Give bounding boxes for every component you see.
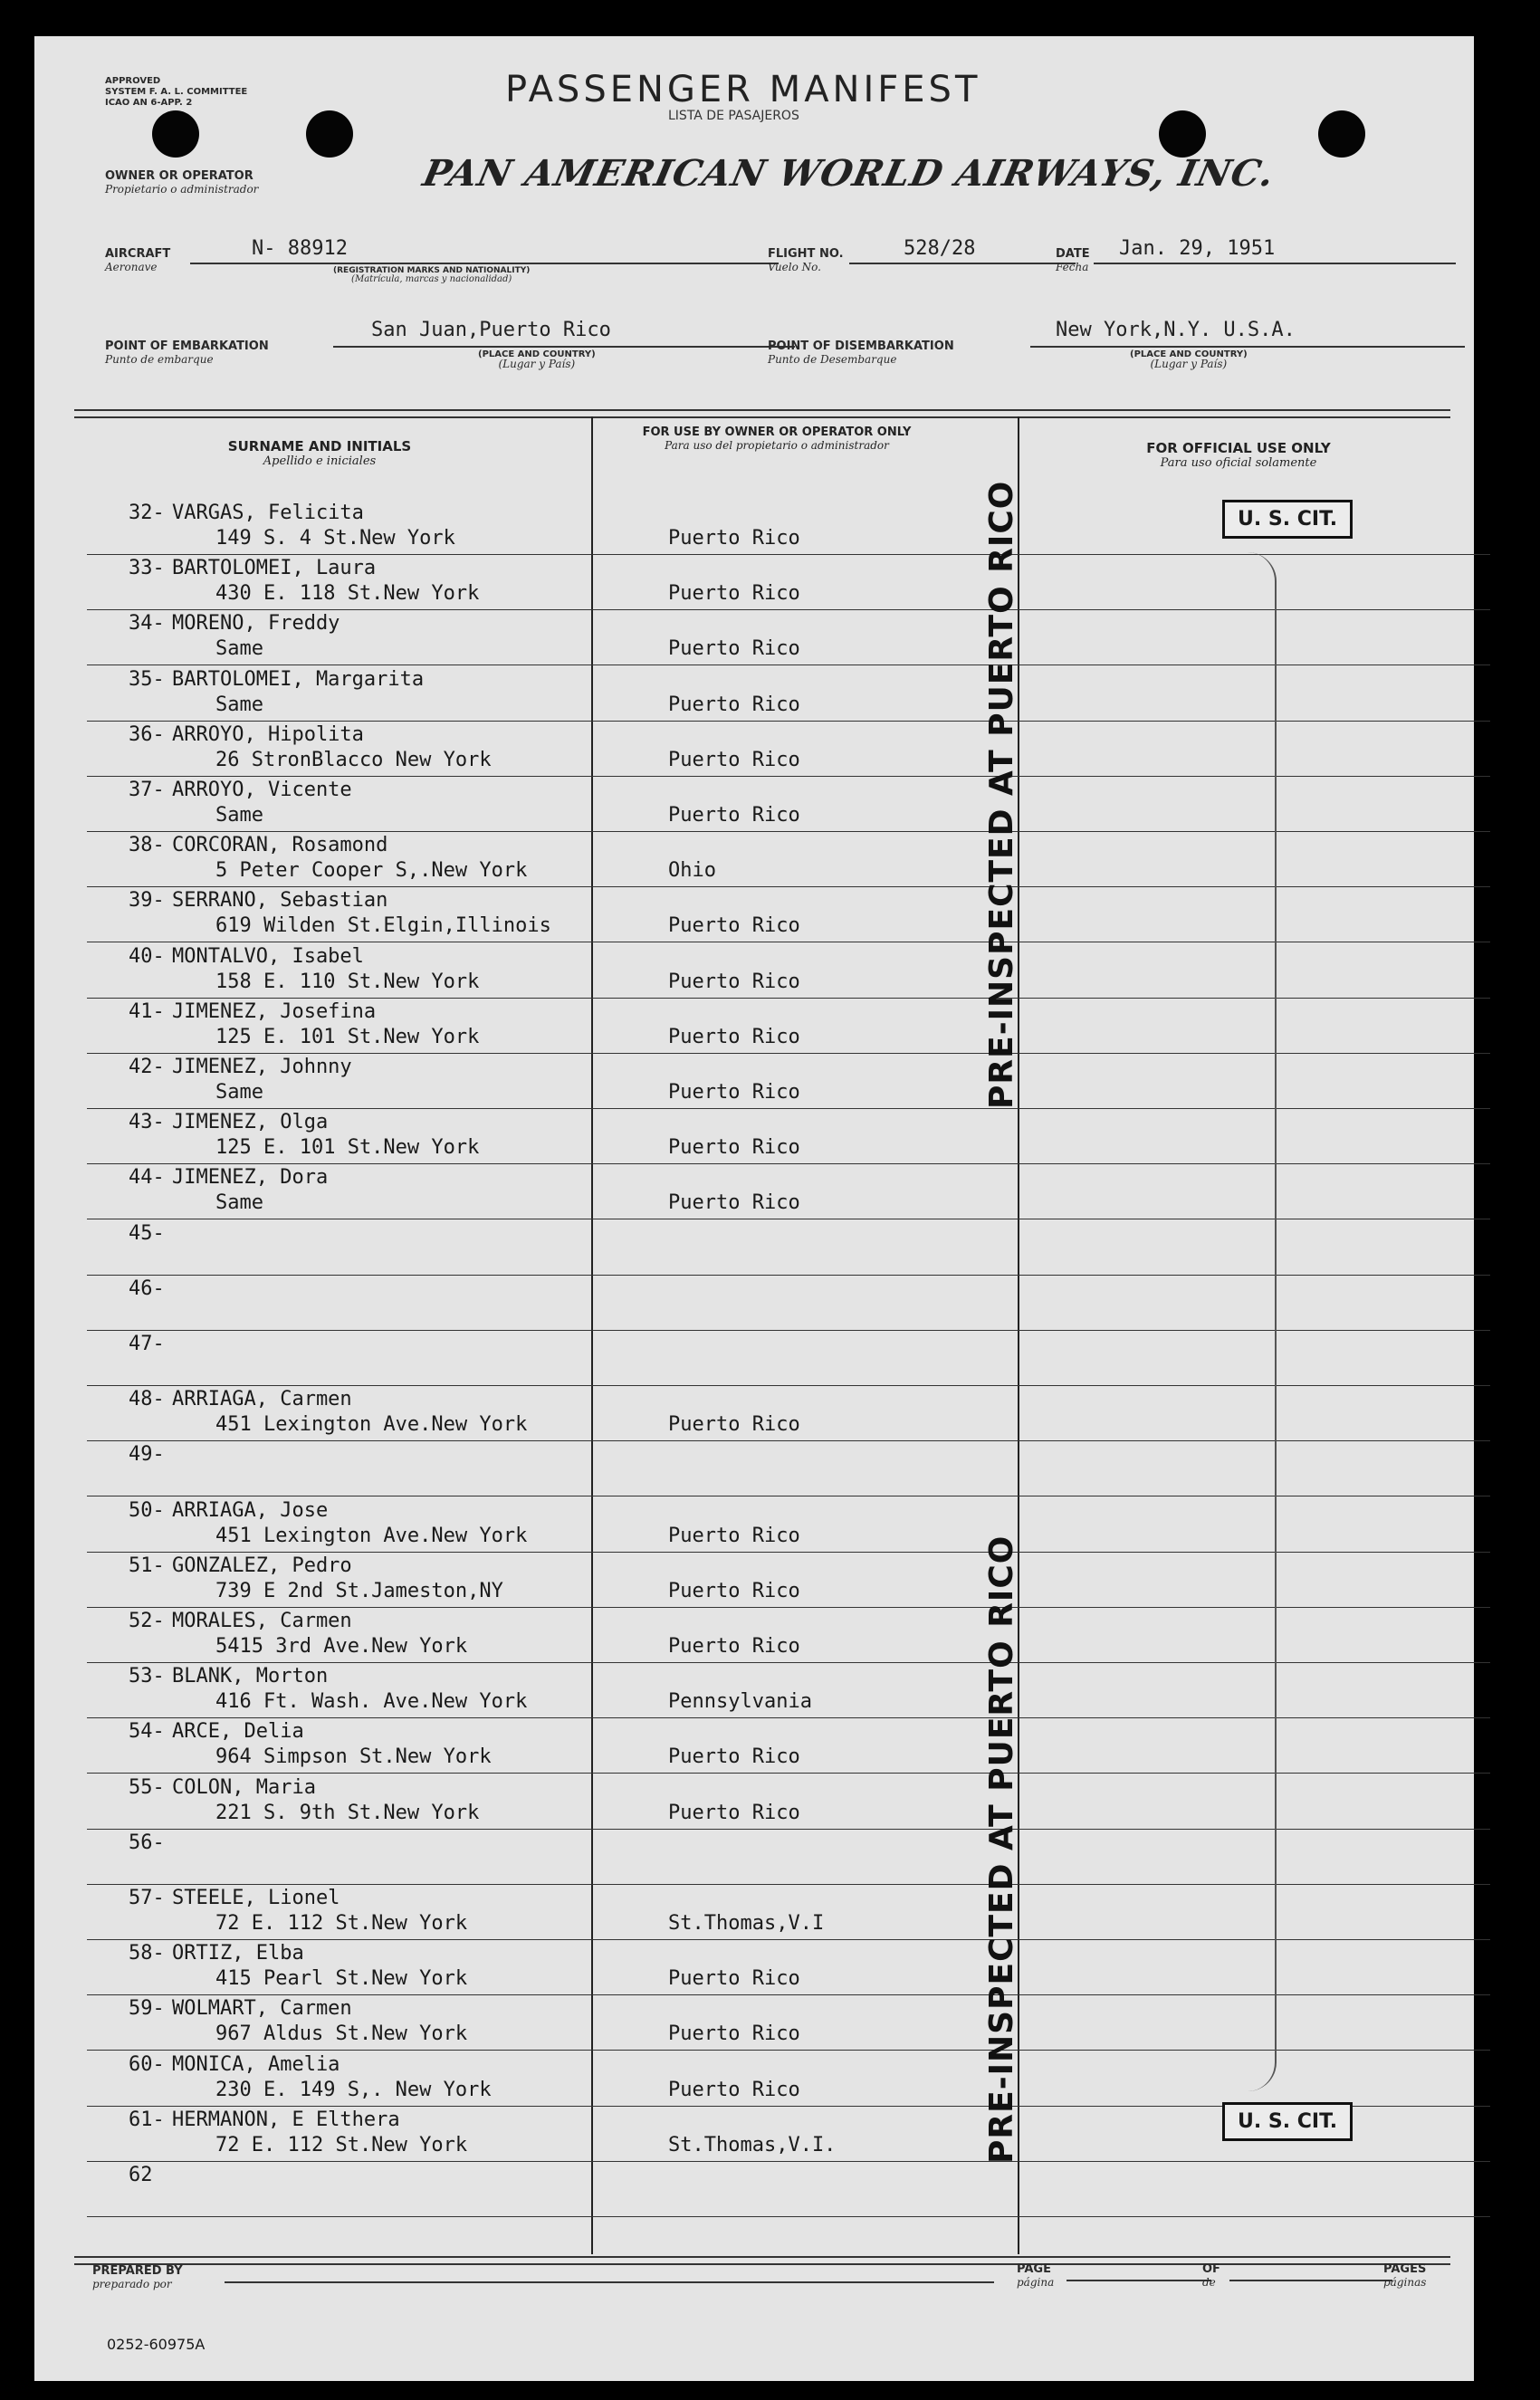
passenger-name: CORCORAN, Rosamond: [172, 834, 388, 856]
passenger-address: 230 E. 149 S,. New York: [215, 2079, 492, 2101]
us-citizen-stamp: U. S. CIT.: [1222, 2102, 1353, 2141]
passenger-address: 125 E. 101 St.New York: [215, 1026, 480, 1048]
row-number: 35-: [129, 668, 165, 691]
passenger-name: MONICA, Amelia: [172, 2053, 340, 2076]
passenger-origin: Puerto Rico: [668, 1580, 800, 1602]
row-number: 38-: [129, 834, 165, 856]
passenger-address: 451 Lexington Ave.New York: [215, 1413, 528, 1436]
passenger-address: 415 Pearl St.New York: [215, 1967, 468, 1990]
table-top-rule: [74, 416, 1450, 418]
passenger-address: 72 E. 112 St.New York: [215, 2134, 468, 2156]
aircraft-label: AIRCRAFT Aeronave: [105, 247, 171, 273]
page-label: PAGE página: [1017, 2262, 1055, 2289]
row-number: 57-: [129, 1887, 165, 1909]
passenger-name: ARROYO, Vicente: [172, 779, 352, 801]
passenger-origin: Puerto Rico: [668, 804, 800, 827]
passenger-address: 5415 3rd Ave.New York: [215, 1635, 468, 1658]
table-bottom-rule: [74, 2263, 1450, 2265]
of-label: OF de: [1202, 2262, 1220, 2289]
row-rule: [87, 2050, 1490, 2051]
passenger-address: 158 E. 110 St.New York: [215, 971, 480, 993]
aircraft-underline: [190, 263, 779, 264]
passenger-name: MORENO, Freddy: [172, 612, 340, 635]
embark-place-note: (PLACE AND COUNTRY) (Lugar y País): [478, 349, 596, 370]
passenger-name: JIMENEZ, Dora: [172, 1166, 329, 1189]
passenger-origin: Puerto Rico: [668, 637, 800, 660]
passenger-origin: Puerto Rico: [668, 1745, 800, 1768]
row-number: 39-: [129, 889, 165, 912]
passenger-address: Same: [215, 1081, 263, 1104]
passenger-address: 416 Ft. Wash. Ave.New York: [215, 1690, 528, 1713]
passenger-name: SERRANO, Sebastian: [172, 889, 388, 912]
passenger-name: JIMENEZ, Josefina: [172, 1000, 377, 1023]
passenger-origin: Ohio: [668, 859, 716, 882]
row-number: 48-: [129, 1388, 165, 1410]
punch-hole: [1159, 110, 1206, 158]
punch-hole: [1318, 110, 1365, 158]
row-number: 62: [129, 2164, 153, 2186]
passenger-address: Same: [215, 637, 263, 660]
preinspected-stamp: PRE-INSPECTED AT PUERTO RICO: [983, 1535, 1020, 2164]
passenger-origin: Puerto Rico: [668, 1413, 800, 1436]
row-number: 60-: [129, 2053, 165, 2076]
passenger-origin: Puerto Rico: [668, 914, 800, 937]
row-number: 46-: [129, 1277, 165, 1300]
flight-no-label: FLIGHT NO. Vuelo No.: [768, 247, 844, 273]
page-subtitle: LISTA DE PASAJEROS: [668, 109, 799, 123]
passenger-name: ARROYO, Hipolita: [172, 723, 364, 746]
passenger-name: JIMENEZ, Johnny: [172, 1056, 352, 1078]
carrier-name: PAN AMERICAN WORLD AIRWAYS, INC.: [419, 152, 1279, 195]
row-number: 37-: [129, 779, 165, 801]
disembark-value: New York,N.Y. U.S.A.: [1056, 319, 1296, 341]
prepared-by-line: [225, 2281, 994, 2283]
form-code: 0252-60975A: [107, 2336, 206, 2353]
row-number: 44-: [129, 1166, 165, 1189]
row-number: 53-: [129, 1665, 165, 1688]
bracket-line: [1248, 552, 1277, 2091]
passenger-address: 430 E. 118 St.New York: [215, 582, 480, 605]
passenger-origin: Puerto Rico: [668, 2022, 800, 2045]
row-number: 43-: [129, 1111, 165, 1133]
page-line: [1067, 2280, 1211, 2281]
punch-hole: [306, 110, 353, 158]
row-rule: [87, 1773, 1490, 1774]
row-rule: [87, 2216, 1490, 2217]
pages-label: PAGES páginas: [1383, 2262, 1427, 2289]
passenger-name: COLON, Maria: [172, 1776, 316, 1799]
passenger-name: ORTIZ, Elba: [172, 1942, 304, 1965]
row-number: 54-: [129, 1720, 165, 1743]
passenger-name: HERMANON, E Elthera: [172, 2108, 400, 2131]
row-number: 32-: [129, 502, 165, 524]
passenger-origin: Puerto Rico: [668, 693, 800, 716]
disembark-underline: [1030, 346, 1465, 348]
passenger-address: 964 Simpson St.New York: [215, 1745, 492, 1768]
row-number: 42-: [129, 1056, 165, 1078]
row-number: 36-: [129, 723, 165, 746]
passenger-name: ARRIAGA, Jose: [172, 1499, 329, 1522]
row-number: 45-: [129, 1222, 165, 1245]
flight-underline: [849, 263, 1076, 264]
manifest-sheet: [34, 36, 1474, 2381]
passenger-origin: Puerto Rico: [668, 1967, 800, 1990]
punch-hole: [152, 110, 199, 158]
passenger-address: 72 E. 112 St.New York: [215, 1912, 468, 1935]
row-number: 52-: [129, 1610, 165, 1632]
date-underline: [1094, 263, 1456, 264]
passenger-origin: St.Thomas,V.I: [668, 1912, 825, 1935]
passenger-address: 5 Peter Cooper S,.New York: [215, 859, 528, 882]
passenger-address: 125 E. 101 St.New York: [215, 1136, 480, 1159]
passenger-origin: Puerto Rico: [668, 971, 800, 993]
passenger-name: VARGAS, Felicita: [172, 502, 364, 524]
passenger-name: JIMENEZ, Olga: [172, 1111, 329, 1133]
passenger-name: MORALES, Carmen: [172, 1610, 352, 1632]
passenger-address: Same: [215, 693, 263, 716]
passenger-origin: Puerto Rico: [668, 1635, 800, 1658]
passenger-origin: Puerto Rico: [668, 1136, 800, 1159]
passenger-origin: Puerto Rico: [668, 582, 800, 605]
passenger-name: STEELE, Lionel: [172, 1887, 340, 1909]
passenger-address: 221 S. 9th St.New York: [215, 1802, 480, 1824]
column-header-owner-use: FOR USE BY OWNER OR OPERATOR ONLY Para uso del propietario o administrador: [642, 425, 912, 452]
passenger-address: Same: [215, 804, 263, 827]
passenger-origin: Puerto Rico: [668, 1802, 800, 1824]
passenger-origin: Pennsylvania: [668, 1690, 812, 1713]
passenger-address: 26 StronBlacco New York: [215, 749, 492, 771]
passenger-origin: Puerto Rico: [668, 527, 800, 550]
passenger-name: BLANK, Morton: [172, 1665, 329, 1688]
passenger-name: ARRIAGA, Carmen: [172, 1388, 352, 1410]
approval-block: APPROVED SYSTEM F. A. L. COMMITTEE ICAO AN 6-APP. 2: [105, 76, 248, 108]
owner-label: OWNER OR OPERATOR Propietario o administrador: [105, 169, 259, 196]
passenger-name: WOLMART, Carmen: [172, 1997, 352, 2020]
row-number: 59-: [129, 1997, 165, 2020]
passenger-name: ARCE, Delia: [172, 1720, 304, 1743]
row-number: 56-: [129, 1831, 165, 1854]
passenger-origin: Puerto Rico: [668, 1026, 800, 1048]
table-top-rule: [74, 409, 1450, 411]
row-number: 49-: [129, 1443, 165, 1466]
page-title: PASSENGER MANIFEST: [505, 69, 981, 110]
flight-no-value: 528/28: [904, 237, 976, 260]
row-number: 47-: [129, 1333, 165, 1355]
passenger-address: 451 Lexington Ave.New York: [215, 1525, 528, 1547]
passenger-name: GONZALEZ, Pedro: [172, 1554, 352, 1577]
passenger-address: 149 S. 4 St.New York: [215, 527, 455, 550]
preinspected-stamp: PRE-INSPECTED AT PUERTO RICO: [983, 480, 1020, 1109]
registration-note: (REGISTRATION MARKS AND NATIONALITY) (Matrícula, marcas y nacionalidad): [333, 266, 531, 284]
row-number: 34-: [129, 612, 165, 635]
of-line: [1229, 2280, 1392, 2281]
disembark-label: POINT OF DISEMBARKATION Punto de Desembarque: [768, 339, 954, 366]
passenger-origin: Puerto Rico: [668, 1081, 800, 1104]
row-number: 61-: [129, 2108, 165, 2131]
embark-underline: [333, 346, 795, 348]
row-number: 58-: [129, 1942, 165, 1965]
us-citizen-stamp: U. S. CIT.: [1222, 500, 1353, 539]
embark-value: San Juan,Puerto Rico: [371, 319, 611, 341]
prepared-by-label: PREPARED BY preparado por: [92, 2264, 183, 2290]
row-number: 55-: [129, 1776, 165, 1799]
aircraft-value: N- 88912: [252, 237, 348, 260]
row-number: 51-: [129, 1554, 165, 1577]
passenger-origin: St.Thomas,V.I.: [668, 2134, 837, 2156]
passenger-address: Same: [215, 1191, 263, 1214]
passenger-name: MONTALVO, Isabel: [172, 945, 364, 968]
table-bottom-rule: [74, 2256, 1450, 2258]
passenger-origin: Puerto Rico: [668, 1525, 800, 1547]
column-header-surname: SURNAME AND INITIALS Apellido e iniciales: [227, 438, 412, 468]
passenger-address: 619 Wilden St.Elgin,Illinois: [215, 914, 551, 937]
row-number: 33-: [129, 557, 165, 579]
row-number: 41-: [129, 1000, 165, 1023]
disembark-place-note: (PLACE AND COUNTRY) (Lugar y País): [1130, 349, 1248, 370]
passenger-row: [89, 2162, 1483, 2216]
passenger-name: BARTOLOMEI, Margarita: [172, 668, 425, 691]
passenger-address: 967 Aldus St.New York: [215, 2022, 468, 2045]
date-label: DATE Fecha: [1056, 247, 1090, 273]
row-number: 40-: [129, 945, 165, 968]
column-header-official: FOR OFFICIAL USE ONLY Para uso oficial solamente: [1146, 440, 1331, 470]
embark-label: POINT OF EMBARKATION Punto de embarque: [105, 339, 269, 366]
date-value: Jan. 29, 1951: [1119, 237, 1276, 260]
passenger-name: BARTOLOMEI, Laura: [172, 557, 377, 579]
row-number: 50-: [129, 1499, 165, 1522]
passenger-address: 739 E 2nd St.Jameston,NY: [215, 1580, 503, 1602]
passenger-origin: Puerto Rico: [668, 1191, 800, 1214]
passenger-origin: Puerto Rico: [668, 2079, 800, 2101]
passenger-origin: Puerto Rico: [668, 749, 800, 771]
